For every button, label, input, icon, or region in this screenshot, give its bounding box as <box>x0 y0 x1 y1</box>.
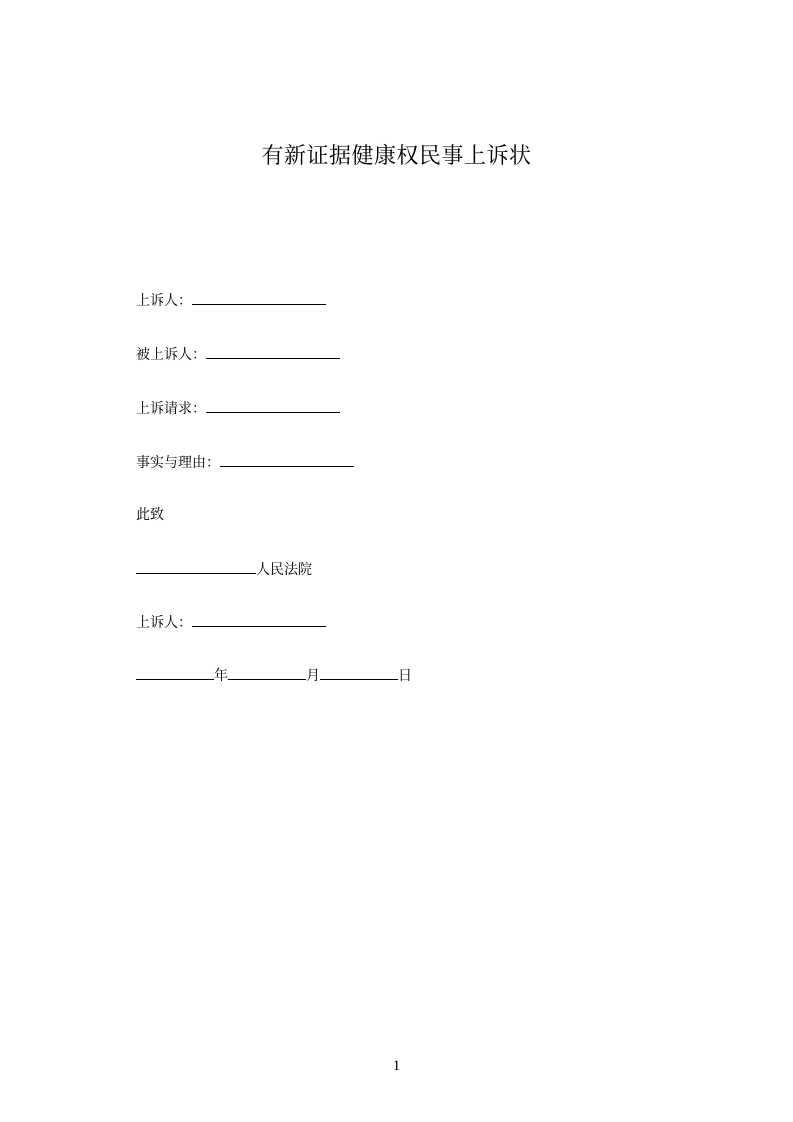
facts-reasons-line <box>136 452 354 473</box>
appeal-request-blank <box>206 398 340 413</box>
appellee-label: 被上诉人： <box>136 347 206 363</box>
appellant-sign-label: 上诉人： <box>136 615 192 631</box>
month-blank <box>228 665 306 680</box>
appellant-line <box>136 290 326 311</box>
document-title: 有新证据健康权民事上诉状 <box>261 144 532 169</box>
facts-reasons-blank <box>220 452 354 467</box>
greeting-text: 此致 <box>136 507 164 523</box>
court-line <box>136 559 312 580</box>
court-suffix: 人民法院 <box>256 562 312 578</box>
day-blank <box>320 665 398 680</box>
year-label: 年 <box>214 668 228 684</box>
appellee-line <box>136 344 340 365</box>
appeal-request-line <box>136 398 340 419</box>
day-label: 日 <box>398 668 412 684</box>
page-number: 1 <box>392 1058 401 1074</box>
appellant-sign-line <box>136 612 326 633</box>
year-blank <box>136 665 214 680</box>
appellee-blank <box>206 344 340 359</box>
month-label: 月 <box>306 668 320 684</box>
appellant-label: 上诉人： <box>136 293 192 309</box>
date-line <box>136 665 412 686</box>
appeal-request-label: 上诉请求： <box>136 401 206 417</box>
facts-reasons-label: 事实与理由： <box>136 455 220 471</box>
appellant-sign-blank <box>192 612 326 627</box>
greeting-line <box>136 505 164 525</box>
appellant-blank <box>192 290 326 305</box>
court-blank <box>136 559 256 574</box>
